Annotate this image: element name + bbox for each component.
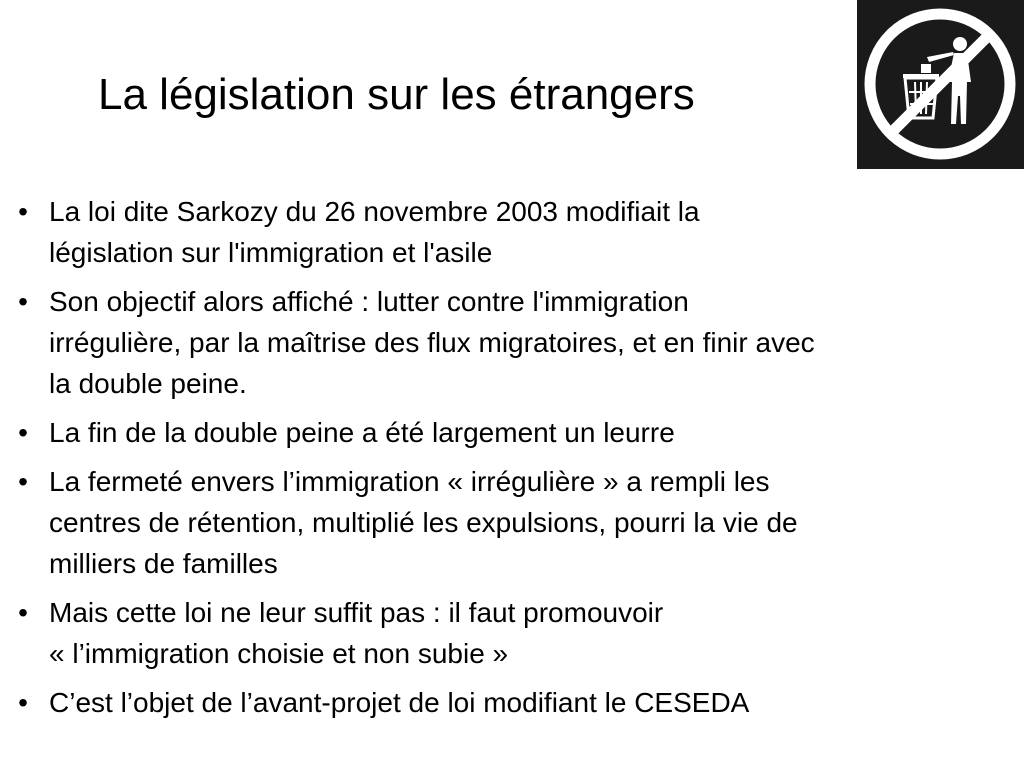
bullet-list [0, 191, 1024, 731]
bullet-text-line: C’est l’objet de l’avant-projet de loi modifiant le CESEDA [49, 687, 750, 718]
bullet-item [0, 412, 1024, 453]
bullet-marker: • [18, 417, 28, 448]
bullet-marker: • [18, 196, 28, 227]
bullet-marker: • [18, 286, 28, 317]
bullet-text-line: « l’immigration choisie et non subie » [49, 638, 509, 669]
bullet-text-line: Son objectif alors affiché : lutter contre l'immigration [49, 286, 689, 317]
bullet-item [0, 592, 1024, 674]
bullet-item [0, 461, 1024, 584]
bullet-marker: • [18, 597, 28, 628]
bullet-marker: • [18, 466, 28, 497]
bullet-item [0, 281, 1024, 404]
bullet-text-line: milliers de familles [49, 548, 278, 579]
bullet-item [0, 682, 1024, 723]
bullet-text-line: La fermeté envers l’immigration « irrégulière » a rempli les [49, 466, 770, 497]
slide-title: La législation sur les étrangers [98, 70, 695, 119]
bullet-text-line: Mais cette loi ne leur suffit pas : il faut promouvoir [49, 597, 664, 628]
bullet-text-line: la double peine. [49, 368, 247, 399]
bullet-text-line: La fin de la double peine a été largement un leurre [49, 417, 675, 448]
bullet-text-line: législation sur l'immigration et l'asile [49, 237, 493, 268]
bullet-text-line: centres de rétention, multiplié les expulsions, pourri la vie de [49, 507, 798, 538]
bullet-marker: • [18, 687, 28, 718]
bullet-text-line: La loi dite Sarkozy du 26 novembre 2003 modifiait la [49, 196, 700, 227]
no-littering-icon [857, 0, 1024, 169]
bullet-item [0, 191, 1024, 273]
bullet-text-line: irrégulière, par la maîtrise des flux migratoires, et en finir avec [49, 327, 815, 358]
